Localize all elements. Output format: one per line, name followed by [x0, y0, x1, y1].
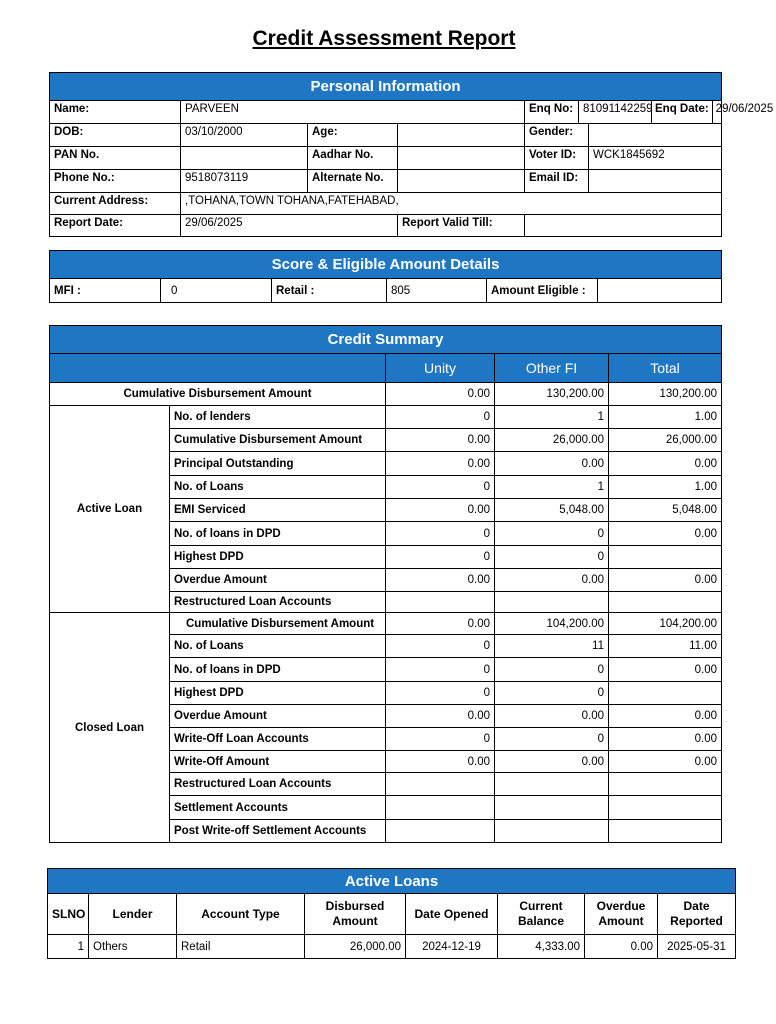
- email-value: [589, 170, 722, 193]
- alternate-value: [398, 170, 525, 193]
- active-row-other: 1: [495, 406, 609, 429]
- address-value: ,TOHANA,TOWN TOHANA,FATEHABAD,: [181, 193, 722, 215]
- alternate-label: Alternate No.: [308, 170, 398, 193]
- closed-row-other: 104,200.00: [495, 613, 609, 635]
- active-row-total: 0.00: [609, 569, 722, 592]
- cumulative-label: Cumulative Disbursement Amount: [50, 383, 386, 406]
- active-row-other: 5,048.00: [495, 499, 609, 522]
- retail-label: Retail :: [272, 279, 387, 303]
- active-row-label: Principal Outstanding: [170, 452, 386, 476]
- active-row-other: 26,000.00: [495, 429, 609, 452]
- address-label: Current Address:: [50, 193, 181, 215]
- active-row-total: 26,000.00: [609, 429, 722, 452]
- active-row-unity: 0: [386, 546, 495, 569]
- personal-info-header: Personal Information: [50, 73, 722, 101]
- retail-value: 805: [387, 279, 487, 303]
- closed-row-total: [609, 796, 722, 820]
- active-row-label: No. of loans in DPD: [170, 522, 386, 546]
- closed-row-total: 0.00: [609, 658, 722, 682]
- closed-row-total: 104,200.00: [609, 613, 722, 635]
- closed-row-other: [495, 796, 609, 820]
- active-row-total: 1.00: [609, 476, 722, 499]
- active-row-unity: 0: [386, 406, 495, 429]
- cumulative-total: 130,200.00: [609, 383, 722, 406]
- email-label: Email ID:: [525, 170, 589, 193]
- active-row-total: [609, 546, 722, 569]
- closed-row-other: 0.00: [495, 751, 609, 773]
- closed-row-total: [609, 820, 722, 843]
- score-header: Score & Eligible Amount Details: [50, 251, 722, 279]
- active-loans-col-header: Date Reported: [658, 894, 736, 935]
- summary-blank-header: [50, 354, 386, 383]
- active-row-unity: 0.00: [386, 499, 495, 522]
- active-row-unity: 0.00: [386, 569, 495, 592]
- pan-label: PAN No.: [50, 147, 181, 170]
- closed-row-label: Restructured Loan Accounts: [170, 773, 386, 796]
- active-row-total: 1.00: [609, 406, 722, 429]
- closed-row-unity: [386, 773, 495, 796]
- closed-row-other: 0.00: [495, 705, 609, 728]
- active-row-label: EMI Serviced: [170, 499, 386, 522]
- closed-row-label: No. of loans in DPD: [170, 658, 386, 682]
- active-row-other: 0: [495, 546, 609, 569]
- active-loans-cell: Retail: [177, 935, 305, 959]
- closed-row-total: 0.00: [609, 728, 722, 751]
- closed-row-total: 0.00: [609, 705, 722, 728]
- active-loans-cell: 1: [48, 935, 89, 959]
- active-loans-cell: 4,333.00: [498, 935, 585, 959]
- active-row-label: Overdue Amount: [170, 569, 386, 592]
- dob-label: DOB:: [50, 124, 181, 147]
- pan-value: [181, 147, 308, 170]
- active-loans-col-header: Lender: [89, 894, 177, 935]
- active-row-other: 0.00: [495, 569, 609, 592]
- mfi-value: 0: [161, 279, 272, 303]
- active-loans-cell: 2025-05-31: [658, 935, 736, 959]
- age-value: [398, 124, 525, 147]
- active-row-unity: [386, 592, 495, 613]
- active-row-label: Restructured Loan Accounts: [170, 592, 386, 613]
- active-loans-cell: 2024-12-19: [406, 935, 498, 959]
- active-loans-col-header: Account Type: [177, 894, 305, 935]
- closed-row-label: Overdue Amount: [170, 705, 386, 728]
- closed-row-unity: 0: [386, 728, 495, 751]
- active-row-unity: 0.00: [386, 452, 495, 476]
- age-label: Age:: [308, 124, 398, 147]
- cumulative-other: 130,200.00: [495, 383, 609, 406]
- col-unity: Unity: [386, 354, 495, 383]
- active-loans-header: Active Loans: [48, 869, 736, 894]
- enq-date-cell: [652, 101, 774, 124]
- name-value: PARVEEN: [181, 101, 525, 124]
- active-loans-col-header: Disbursed Amount: [305, 894, 406, 935]
- active-loans-col-header: Overdue Amount: [585, 894, 658, 935]
- active-row-label: Highest DPD: [170, 546, 386, 569]
- eligible-label: Amount Eligible :: [487, 279, 598, 303]
- closed-row-other: 0: [495, 728, 609, 751]
- active-row-unity: 0: [386, 522, 495, 546]
- active-loans-cell: 26,000.00: [305, 935, 406, 959]
- valid-till-label: Report Valid Till:: [398, 215, 525, 237]
- closed-row-label: Write-Off Amount: [170, 751, 386, 773]
- closed-row-unity: 0.00: [386, 613, 495, 635]
- personal-info-table: [49, 72, 774, 237]
- active-row-total: 0.00: [609, 452, 722, 476]
- active-loans-col-header: SLNO: [48, 894, 89, 935]
- active-row-other: 0: [495, 522, 609, 546]
- closed-row-label: Settlement Accounts: [170, 796, 386, 820]
- active-row-unity: 0: [386, 476, 495, 499]
- enq-date-value: 29/06/2025: [715, 103, 774, 115]
- closed-row-label: Post Write-off Settlement Accounts: [170, 820, 386, 843]
- closed-row-unity: 0.00: [386, 705, 495, 728]
- closed-row-label: Write-Off Loan Accounts: [170, 728, 386, 751]
- active-row-label: Cumulative Disbursement Amount: [170, 429, 386, 452]
- closed-row-unity: [386, 796, 495, 820]
- closed-row-total: 11.00: [609, 635, 722, 658]
- report-date-value: 29/06/2025: [181, 215, 398, 237]
- closed-row-other: 0: [495, 682, 609, 705]
- active-row-other: 0.00: [495, 452, 609, 476]
- cumulative-unity: 0.00: [386, 383, 495, 406]
- active-row-label: No. of lenders: [170, 406, 386, 429]
- gender-label: Gender:: [525, 124, 589, 147]
- closed-row-label: Highest DPD: [170, 682, 386, 705]
- col-total: Total: [609, 354, 722, 383]
- gender-value: [589, 124, 722, 147]
- active-loans-col-header: Date Opened: [406, 894, 498, 935]
- enq-no-value: 81091142259: [579, 101, 652, 124]
- active-loan-group-label: Active Loan: [50, 406, 170, 613]
- active-row-other: 1: [495, 476, 609, 499]
- closed-row-other: [495, 820, 609, 843]
- active-row-total: 5,048.00: [609, 499, 722, 522]
- report-date-label: Report Date:: [50, 215, 181, 237]
- credit-summary-table: [49, 325, 722, 843]
- closed-row-label: No. of Loans: [170, 635, 386, 658]
- closed-loan-group-label: Closed Loan: [50, 613, 170, 843]
- voter-value: WCK1845692: [589, 147, 722, 170]
- active-row-other: [495, 592, 609, 613]
- eligible-value: [598, 279, 722, 303]
- active-loans-col-header: Current Balance: [498, 894, 585, 935]
- active-loans-table: [47, 868, 736, 959]
- active-row-label: No. of Loans: [170, 476, 386, 499]
- score-table: [49, 250, 722, 303]
- closed-row-total: [609, 682, 722, 705]
- closed-row-label: Cumulative Disbursement Amount: [170, 613, 386, 635]
- report-title: Credit Assessment Report: [252, 27, 516, 50]
- closed-row-other: 11: [495, 635, 609, 658]
- active-row-total: 0.00: [609, 522, 722, 546]
- credit-summary-header: Credit Summary: [50, 326, 722, 354]
- name-label: Name:: [50, 101, 181, 124]
- closed-row-total: [609, 773, 722, 796]
- closed-row-unity: 0.00: [386, 751, 495, 773]
- closed-row-total: 0.00: [609, 751, 722, 773]
- dob-value: 03/10/2000: [181, 124, 308, 147]
- closed-row-other: [495, 773, 609, 796]
- closed-row-unity: 0: [386, 635, 495, 658]
- closed-row-other: 0: [495, 658, 609, 682]
- active-loans-cell: Others: [89, 935, 177, 959]
- phone-label: Phone No.:: [50, 170, 181, 193]
- closed-summary-row: [50, 613, 722, 635]
- closed-row-unity: 0: [386, 682, 495, 705]
- aadhar-label: Aadhar No.: [308, 147, 398, 170]
- active-loans-cell: 0.00: [585, 935, 658, 959]
- phone-value: 9518073119: [181, 170, 308, 193]
- active-row-unity: 0.00: [386, 429, 495, 452]
- enq-no-label: Enq No:: [525, 101, 579, 124]
- mfi-label: MFI :: [50, 279, 161, 303]
- active-summary-row: [50, 406, 722, 429]
- active-row-total: [609, 592, 722, 613]
- aadhar-value: [398, 147, 525, 170]
- voter-label: Voter ID:: [525, 147, 589, 170]
- valid-till-value: [525, 215, 722, 237]
- closed-row-unity: [386, 820, 495, 843]
- col-other-fi: Other FI: [495, 354, 609, 383]
- table-row: [48, 935, 736, 959]
- closed-row-unity: 0: [386, 658, 495, 682]
- enq-date-label: Enq Date:: [652, 101, 713, 123]
